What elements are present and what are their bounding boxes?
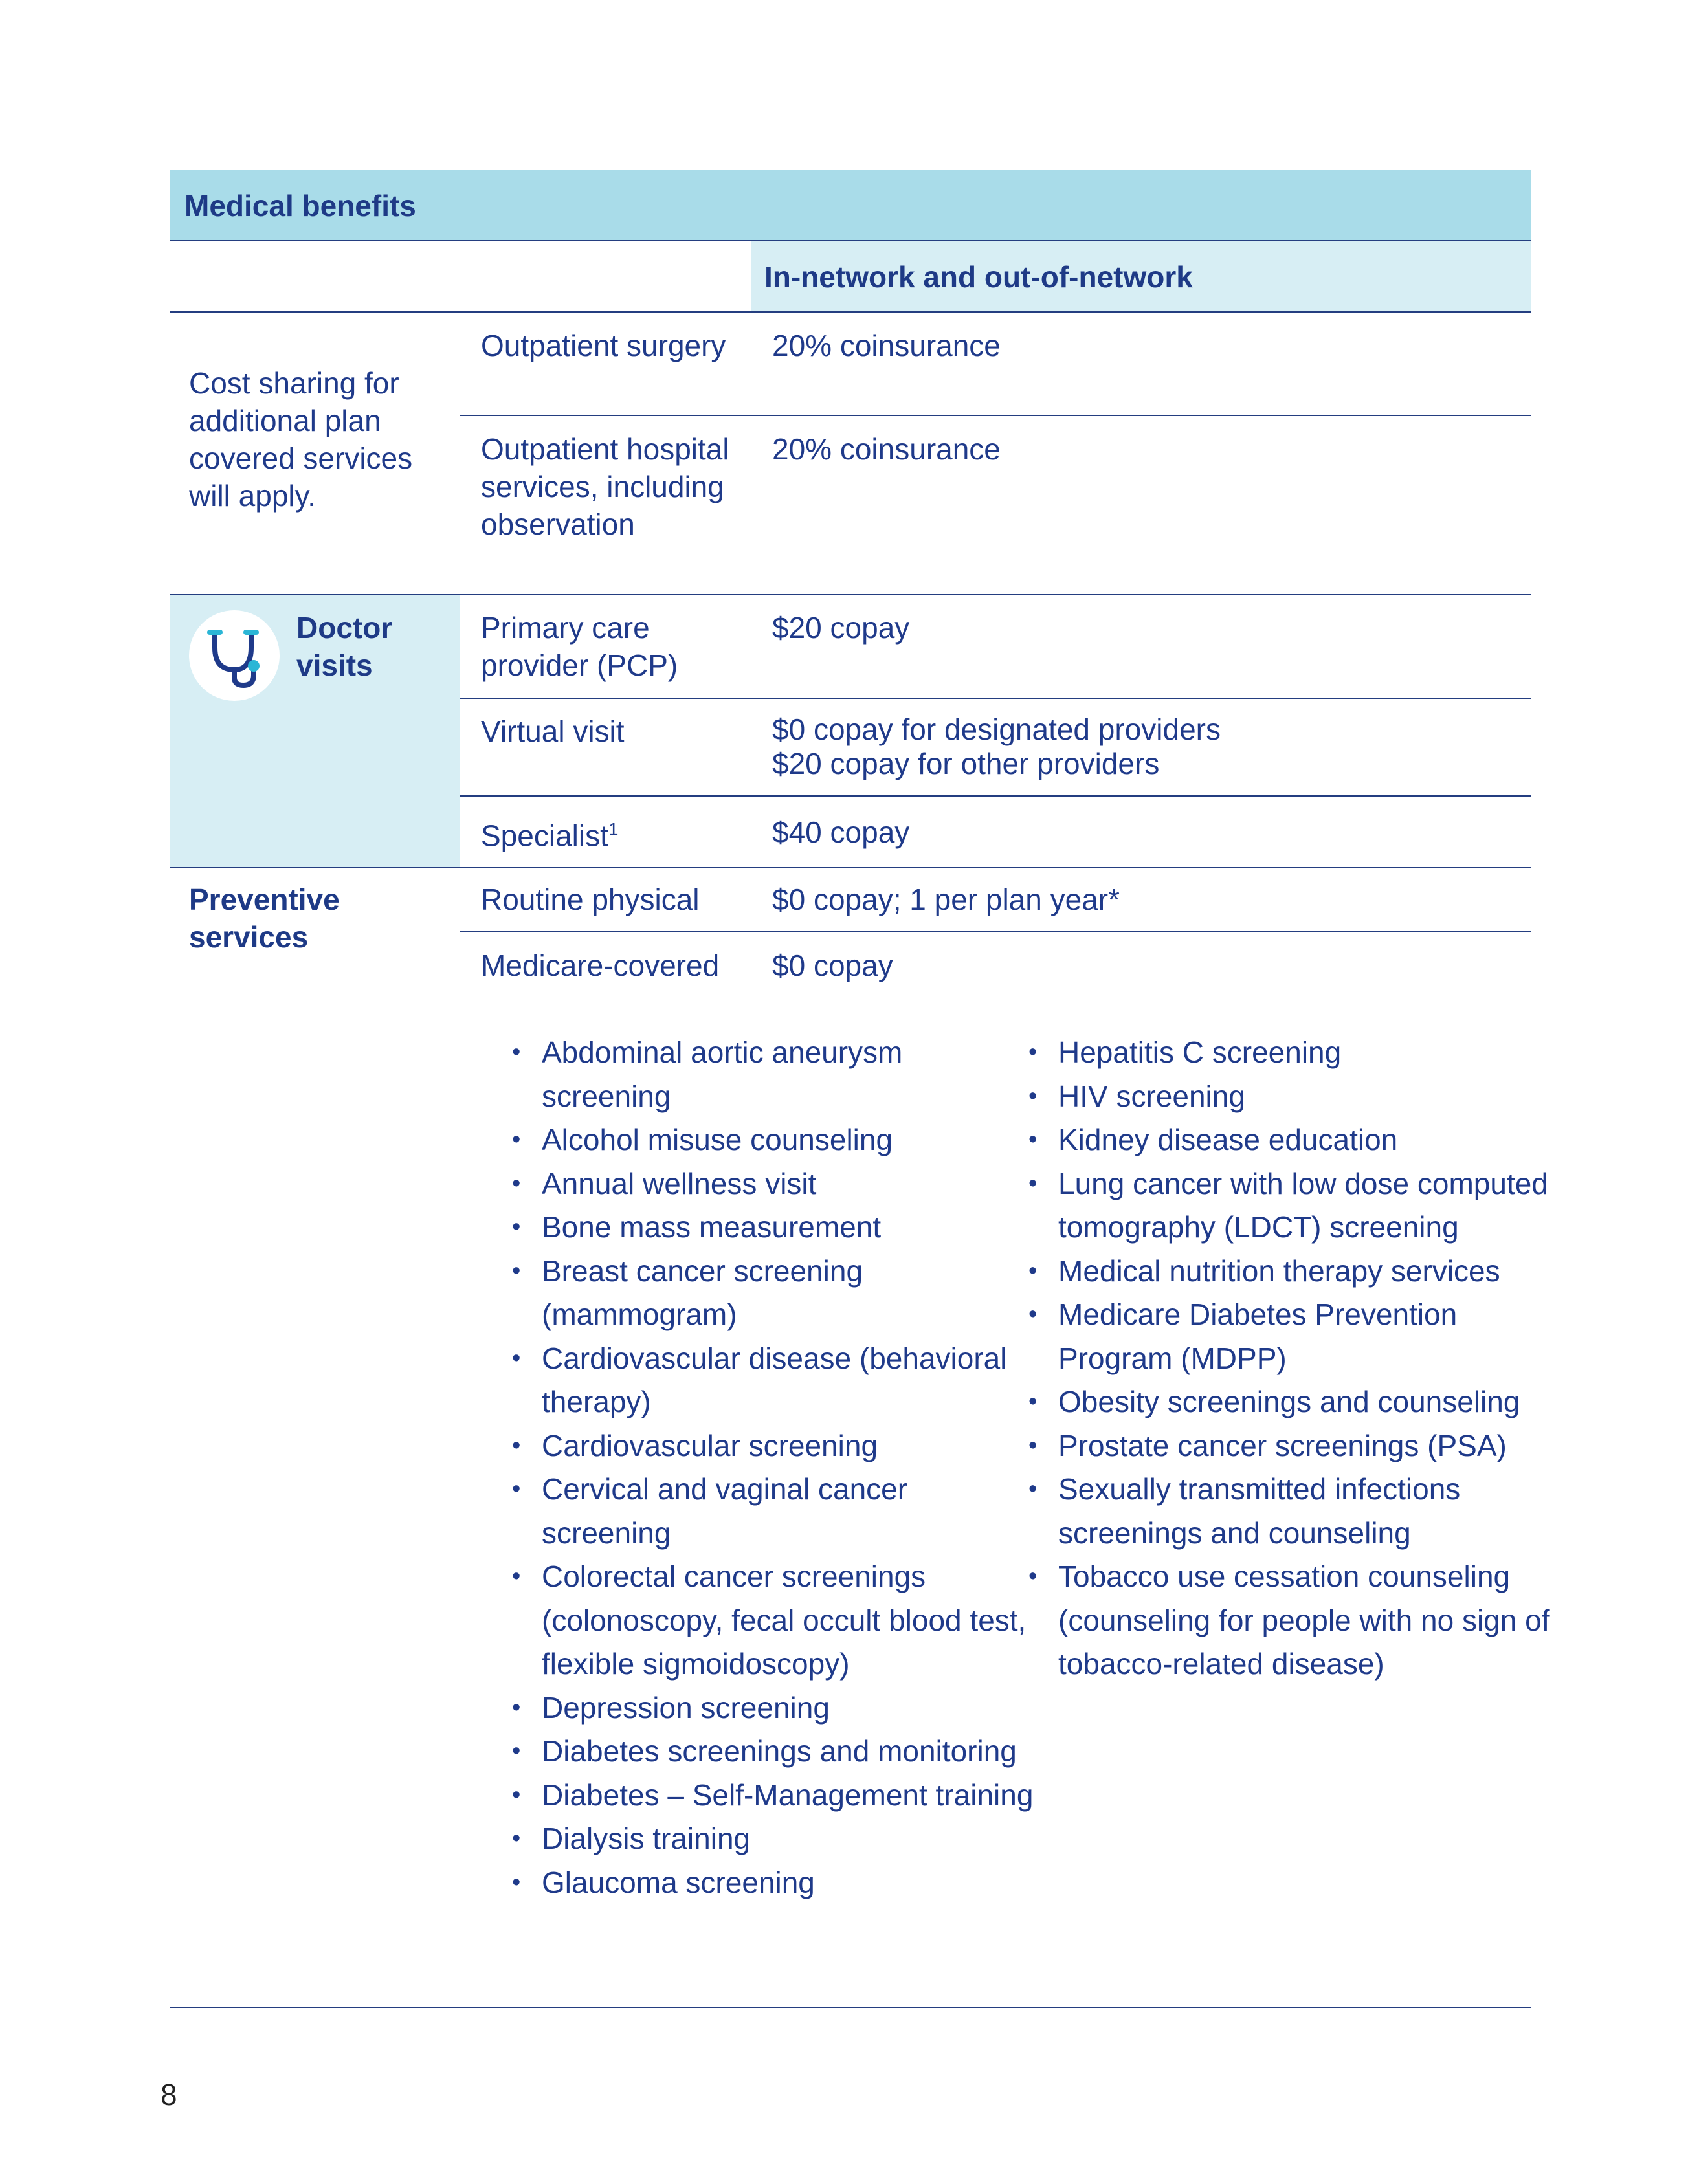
- service-specialist: [481, 811, 618, 854]
- cost-outpatient-surgery: 20% coinsurance: [772, 329, 1001, 362]
- list-item: • Prostate cancer screenings (PSA): [1058, 1424, 1557, 1468]
- cost-virtual-visit-line2: $20 copay for other providers: [772, 747, 1160, 780]
- cost-specialist: $40 copay: [772, 815, 910, 849]
- service-pcp: Primary care provider (PCP): [481, 611, 678, 682]
- preventive-list-right: [1026, 1031, 1557, 1686]
- stethoscope-icon: [189, 610, 280, 701]
- list-item: • Kidney disease education: [1058, 1118, 1557, 1162]
- table-header: [170, 170, 1531, 241]
- list-item: • Diabetes – Self-Management training: [542, 1774, 1034, 1818]
- cost-routine-physical: $0 copay; 1 per plan year*: [772, 883, 1120, 916]
- cost-sharing-label: Cost sharing for additional plan covered services will apply.: [189, 366, 413, 513]
- specialist-label: Specialist: [481, 819, 608, 853]
- cost-medicare-covered: $0 copay: [772, 949, 893, 982]
- list-item: • Cardiovascular screening: [542, 1424, 1034, 1468]
- table-title: Medical benefits: [184, 189, 416, 223]
- list-item: • Cardiovascular disease (behavioral therapy): [542, 1337, 1034, 1424]
- list-item: • Lung cancer with low dose computed tomography (LDCT) screening: [1058, 1162, 1557, 1250]
- list-item: • Dialysis training: [542, 1817, 1034, 1861]
- rule: [460, 698, 1531, 699]
- list-item: • Sexually transmitted infections screenings and counseling: [1058, 1468, 1557, 1555]
- list-item: • Diabetes screenings and monitoring: [542, 1730, 1034, 1774]
- preventive-list-left: [509, 1031, 1034, 1904]
- doctor-visits-label: Doctor visits: [296, 611, 393, 682]
- list-item: • Colorectal cancer screenings (colonoscopy, fecal occult blood test, flexible sigmoidoscopy): [542, 1555, 1034, 1686]
- rule: [460, 931, 1531, 932]
- list-item: • Medicare Diabetes Prevention Program (MDPP): [1058, 1293, 1557, 1380]
- column-header: [751, 241, 1531, 311]
- list-item: • Medical nutrition therapy services: [1058, 1250, 1557, 1294]
- list-item: • Obesity screenings and counseling: [1058, 1380, 1557, 1424]
- list-item: • Tobacco use cessation counseling (counseling for people with no sign of tobacco-related disease): [1058, 1555, 1557, 1686]
- cost-virtual-visit-line1: $0 copay for designated providers: [772, 712, 1221, 746]
- cost-pcp: $20 copay: [772, 611, 910, 645]
- list-item: • Annual wellness visit: [542, 1162, 1034, 1206]
- column-header-label: In-network and out-of-network: [764, 260, 1193, 294]
- rule: [170, 311, 1531, 313]
- list-item: • Glaucoma screening: [542, 1861, 1034, 1905]
- list-item: • Bone mass measurement: [542, 1206, 1034, 1250]
- rule: [460, 795, 1531, 797]
- list-item: • Abdominal aortic aneurysm screening: [542, 1031, 1034, 1118]
- service-routine-physical: Routine physical: [481, 883, 700, 916]
- preventive-services-label: Preventive services: [189, 883, 340, 954]
- list-item: • Breast cancer screening (mammogram): [542, 1250, 1034, 1337]
- service-outpatient-surgery: Outpatient surgery: [481, 329, 726, 362]
- service-virtual-visit: Virtual visit: [481, 714, 625, 748]
- rule: [460, 415, 1531, 416]
- cost-outpatient-hospital: 20% coinsurance: [772, 432, 1001, 466]
- footnote-marker: 1: [608, 819, 619, 839]
- list-item: • HIV screening: [1058, 1075, 1557, 1119]
- list-item: • Hepatitis C screening: [1058, 1031, 1557, 1075]
- list-item: • Alcohol misuse counseling: [542, 1118, 1034, 1162]
- list-item: • Depression screening: [542, 1686, 1034, 1730]
- service-medicare-covered: Medicare-covered: [481, 949, 720, 982]
- rule: [170, 2007, 1531, 2008]
- service-outpatient-hospital: Outpatient hospital services, including observation: [481, 432, 729, 541]
- list-item: • Cervical and vaginal cancer screening: [542, 1468, 1034, 1555]
- page-number: 8: [161, 2078, 177, 2112]
- rule: [170, 867, 1531, 868]
